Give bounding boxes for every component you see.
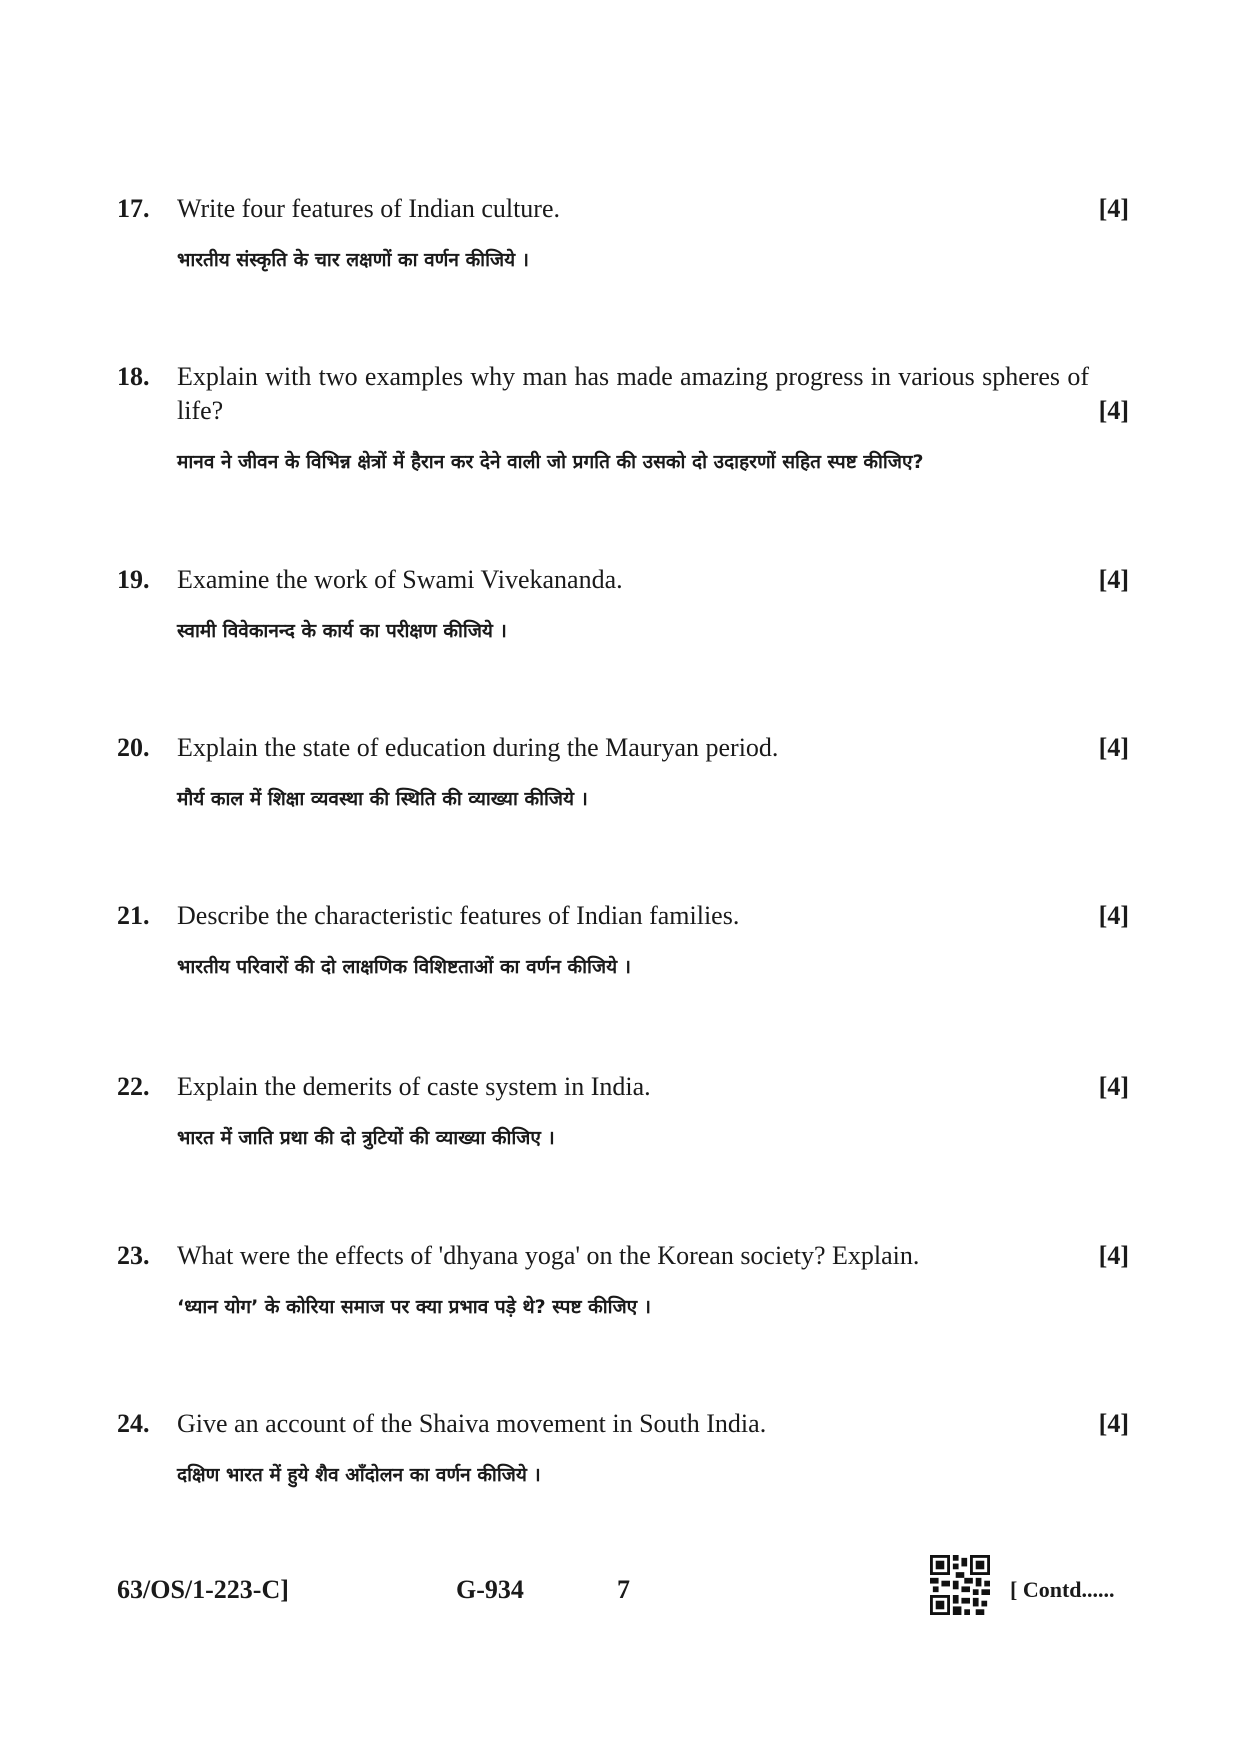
question-21 [117, 899, 1129, 981]
page-number: 7 [617, 1575, 630, 1604]
question-text-hindi: मानव ने जीवन के विभिन्न क्षेत्रों में हैरान कर देने वाली जो प्रगति की उसको दो उदाहरणों सहित स्पष्ट कीजिए? [177, 451, 924, 473]
paper-code: 63/OS/1-223-C] [117, 1575, 289, 1604]
question-number: 24. [117, 1409, 150, 1438]
qr-code-icon [930, 1555, 990, 1615]
question-text-english: Explain the demerits of caste system in India. [177, 1072, 651, 1101]
question-text-hindi: भारत में जाति प्रथा की दो त्रुटियों की व्याख्या कीजिए । [177, 1127, 555, 1149]
question-text-hindi: मौर्य काल में शिक्षा व्यवस्था की स्थिति की व्याख्या कीजिये । [177, 788, 588, 810]
question-23 [117, 1239, 1129, 1321]
question-19 [117, 563, 1129, 645]
question-text-hindi: दक्षिण भारत में हुये शैव आँदोलन का वर्णन कीजिये । [177, 1464, 541, 1486]
question-number: 20. [117, 733, 150, 762]
question-text-english: Give an account of the Shaiva movement in South India. [177, 1409, 767, 1438]
question-24 [117, 1407, 1129, 1489]
continued-note: [ Contd...... [1010, 1577, 1115, 1602]
question-17 [117, 192, 1129, 274]
question-20 [117, 731, 1129, 813]
question-text-english: What were the effects of 'dhyana yoga' on the Korean society? Explain. [177, 1241, 920, 1270]
marks: [4] [1098, 1409, 1129, 1438]
question-text-english: Examine the work of Swami Vivekananda. [177, 565, 623, 594]
question-number: 22. [117, 1072, 150, 1101]
question-text-english: Explain with two examples why man has made amazing progress in various spheres of life? [177, 362, 1089, 425]
marks: [4] [1098, 733, 1129, 762]
question-text-english: Write four features of Indian culture. [177, 194, 561, 223]
question-number: 23. [117, 1241, 150, 1270]
question-text-hindi: भारतीय संस्कृति के चार लक्षणों का वर्णन कीजिये । [177, 249, 529, 271]
question-text-english: Describe the characteristic features of Indian families. [177, 901, 740, 930]
question-text-hindi: स्वामी विवेकानन्द के कार्य का परीक्षण कीजिये । [177, 620, 507, 642]
question-22 [117, 1070, 1129, 1152]
question-18 [117, 360, 1129, 476]
marks: [4] [1098, 1072, 1129, 1101]
marks: [4] [1098, 396, 1129, 425]
question-text-hindi: ‘ध्यान योग’ के कोरिया समाज पर क्या प्रभाव पड़े थे? स्पष्ट कीजिए । [177, 1296, 652, 1318]
marks: [4] [1098, 1241, 1129, 1270]
question-text-english: Explain the state of education during the Mauryan period. [177, 733, 779, 762]
question-number: 17. [117, 194, 150, 223]
marks: [4] [1098, 194, 1129, 223]
series-code: G-934 [456, 1575, 524, 1604]
question-number: 18. [117, 362, 150, 391]
question-number: 19. [117, 565, 150, 594]
marks: [4] [1098, 901, 1129, 930]
question-text-hindi: भारतीय परिवारों की दो लाक्षणिक विशिष्टताओं का वर्णन कीजिये । [177, 956, 631, 978]
page-footer [0, 1575, 1241, 1615]
marks: [4] [1098, 565, 1129, 594]
question-number: 21. [117, 901, 150, 930]
